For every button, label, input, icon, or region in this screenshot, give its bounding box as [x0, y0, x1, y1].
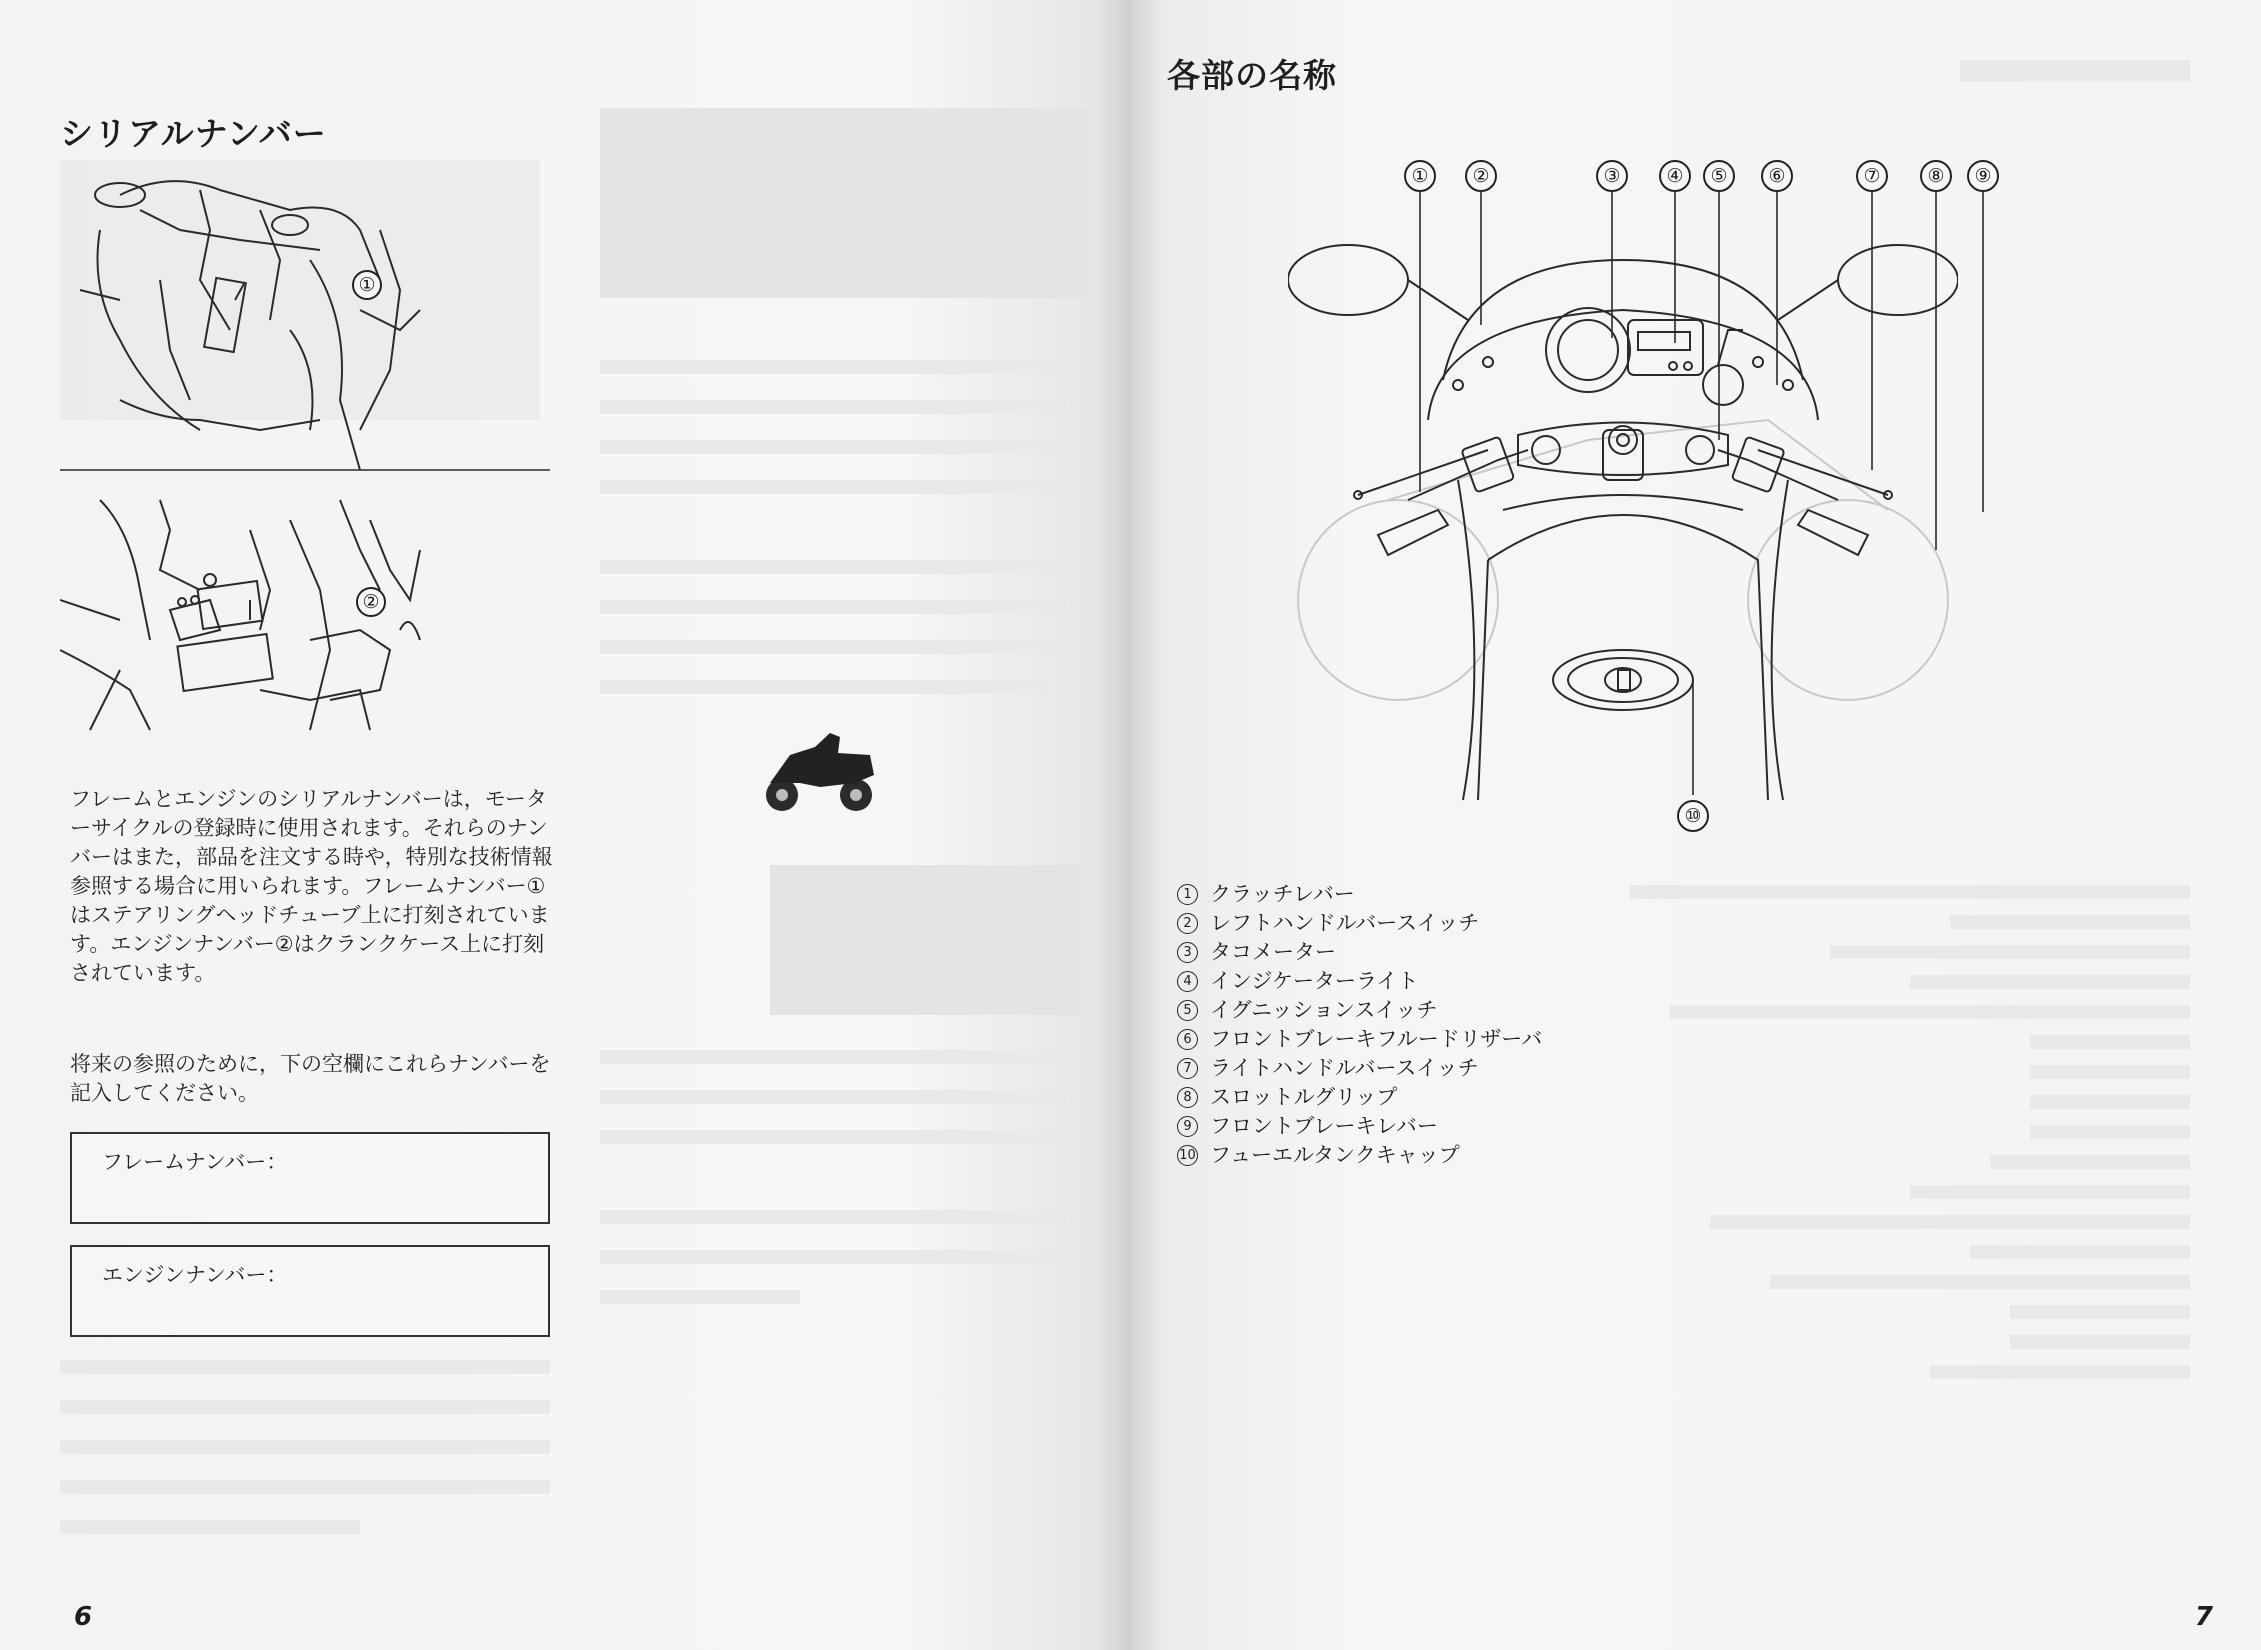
- bleed-through-line: [2030, 1065, 2190, 1079]
- bleed-through-line: [2030, 1035, 2190, 1049]
- bleed-through-line: [1970, 1245, 2190, 1259]
- parts-list-item: [1177, 1112, 1542, 1141]
- item-number: 3: [1177, 942, 1198, 963]
- bleed-through-line: [600, 1210, 1070, 1224]
- bleed-through-line: [600, 1290, 800, 1304]
- diagram-label-9: ⑨: [1967, 160, 1999, 192]
- bleed-through-line: [1910, 975, 2190, 989]
- parts-list-item: [1177, 996, 1542, 1025]
- page-title: 各部の名称: [1167, 56, 1337, 95]
- parts-list-item: [1177, 1025, 1542, 1054]
- bleed-through-line: [600, 560, 1080, 574]
- bleed-through-line: [1830, 945, 2190, 959]
- parts-list-item: [1177, 967, 1542, 996]
- part-name: タコメーター: [1210, 940, 1336, 964]
- part-name: イグニッションスイッチ: [1210, 998, 1438, 1022]
- bleed-through-line: [2010, 1335, 2190, 1349]
- part-name: スロットルグリップ: [1210, 1085, 1398, 1109]
- bleed-through-line: [60, 1480, 550, 1494]
- item-number: 10: [1177, 1145, 1198, 1166]
- diagram-label-2: ②: [1465, 160, 1497, 192]
- part-name: クラッチレバー: [1210, 882, 1355, 906]
- engine-number-label: ②: [356, 587, 386, 617]
- record-instruction: 将来の参照のために，下の空欄にこれらナンバーを記入してください。: [70, 1052, 551, 1105]
- bleed-through-line: [60, 1400, 550, 1414]
- bleed-through-line: [600, 440, 1080, 454]
- bleed-through-line: [1770, 1275, 2190, 1289]
- serial-number-description: フレームとエンジンのシリアルナンバーは，モーターサイクルの登録時に使用されます。それらのナンバーはまた，部品を注文する時や，特別な技術情報参照する場合に用いられます。フレームナンバー①はステアリングヘッドチューブ上に打刻されています。エンジンナンバー②はクランクケース上に打刻されています。: [70, 787, 553, 985]
- item-number: 6: [1177, 1029, 1198, 1050]
- parts-list-item: [1177, 1054, 1542, 1083]
- item-number: 7: [1177, 1058, 1198, 1079]
- bleed-through-line: [1710, 1215, 2190, 1229]
- bleed-through-line: [600, 1050, 1080, 1064]
- bleed-through-line: [600, 360, 1080, 374]
- diagram-leader-lines-right: [1130, 0, 2261, 900]
- part-name: レフトハンドルバースイッチ: [1210, 911, 1480, 935]
- part-name: フューエルタンクキャップ: [1210, 1143, 1460, 1167]
- parts-list: [1177, 880, 1542, 1170]
- bleed-through-line: [60, 1440, 550, 1454]
- bleed-through-line: [600, 400, 1070, 414]
- item-number: 5: [1177, 1000, 1198, 1021]
- item-number: 4: [1177, 971, 1198, 992]
- parts-list-item: [1177, 938, 1542, 967]
- bleed-through-line: [600, 1250, 1080, 1264]
- frame-number-box: [70, 1132, 550, 1224]
- bleed-through-warning-box: [600, 108, 1090, 298]
- part-name: フロントブレーキレバー: [1210, 1114, 1438, 1138]
- item-number: 1: [1177, 884, 1198, 905]
- bleed-through-line: [60, 1520, 360, 1534]
- page-title: シリアルナンバー: [60, 114, 327, 153]
- bleed-through-line: [600, 600, 1070, 614]
- bleed-through-warning-box-2: [770, 865, 1080, 1015]
- bleed-through-line: [1910, 1185, 2190, 1199]
- part-name: フロントブレーキフルードリザーバ: [1210, 1027, 1543, 1051]
- item-number: 8: [1177, 1087, 1198, 1108]
- diagram-label-4: ④: [1659, 160, 1691, 192]
- motorcycle-silhouette-icon: [760, 725, 880, 815]
- bleed-through-line: [600, 480, 1060, 494]
- bleed-through-line: [2030, 1125, 2190, 1139]
- bleed-through-line: [2010, 1305, 2190, 1319]
- page-number-left: 6: [74, 1602, 93, 1632]
- left-page: [0, 0, 1130, 1650]
- diagram-label-7: ⑦: [1856, 160, 1888, 192]
- right-page: [1130, 0, 2261, 1650]
- diagram-label-8: ⑧: [1920, 160, 1952, 192]
- parts-list-item: [1177, 1141, 1542, 1170]
- bleed-through-line: [600, 640, 1080, 654]
- bleed-through-line: [1950, 915, 2190, 929]
- item-number: 9: [1177, 1116, 1198, 1137]
- item-number: 2: [1177, 913, 1198, 934]
- part-name: インジケーターライト: [1210, 969, 1419, 993]
- bleed-through-line: [600, 680, 1050, 694]
- diagram-label-10: ⑩: [1677, 800, 1709, 832]
- bleed-through-line: [2030, 1095, 2190, 1109]
- engine-number-box: [70, 1245, 550, 1337]
- bleed-through-line: [600, 1130, 1080, 1144]
- part-name: ライトハンドルバースイッチ: [1210, 1056, 1479, 1080]
- engine-number-box-label: エンジンナンバー：: [102, 1263, 288, 1287]
- serial-number-illustration: [60, 170, 560, 750]
- frame-number-label: ①: [352, 270, 382, 300]
- bleed-through-line: [1930, 1365, 2190, 1379]
- parts-list-item: [1177, 1083, 1542, 1112]
- page-number-right: 7: [2194, 1602, 2213, 1632]
- bleed-through-line: [1990, 1155, 2190, 1169]
- bleed-through-line: [1670, 1005, 2190, 1019]
- bleed-through-line: [60, 1360, 550, 1374]
- frame-number-box-label: フレームナンバー：: [102, 1150, 288, 1174]
- diagram-label-6: ⑥: [1761, 160, 1793, 192]
- diagram-label-1: ①: [1404, 160, 1436, 192]
- parts-list-item: [1177, 909, 1542, 938]
- bleed-through-line: [600, 1090, 1070, 1104]
- diagram-label-3: ③: [1596, 160, 1628, 192]
- parts-list-item: [1177, 880, 1542, 909]
- diagram-label-5: ⑤: [1703, 160, 1735, 192]
